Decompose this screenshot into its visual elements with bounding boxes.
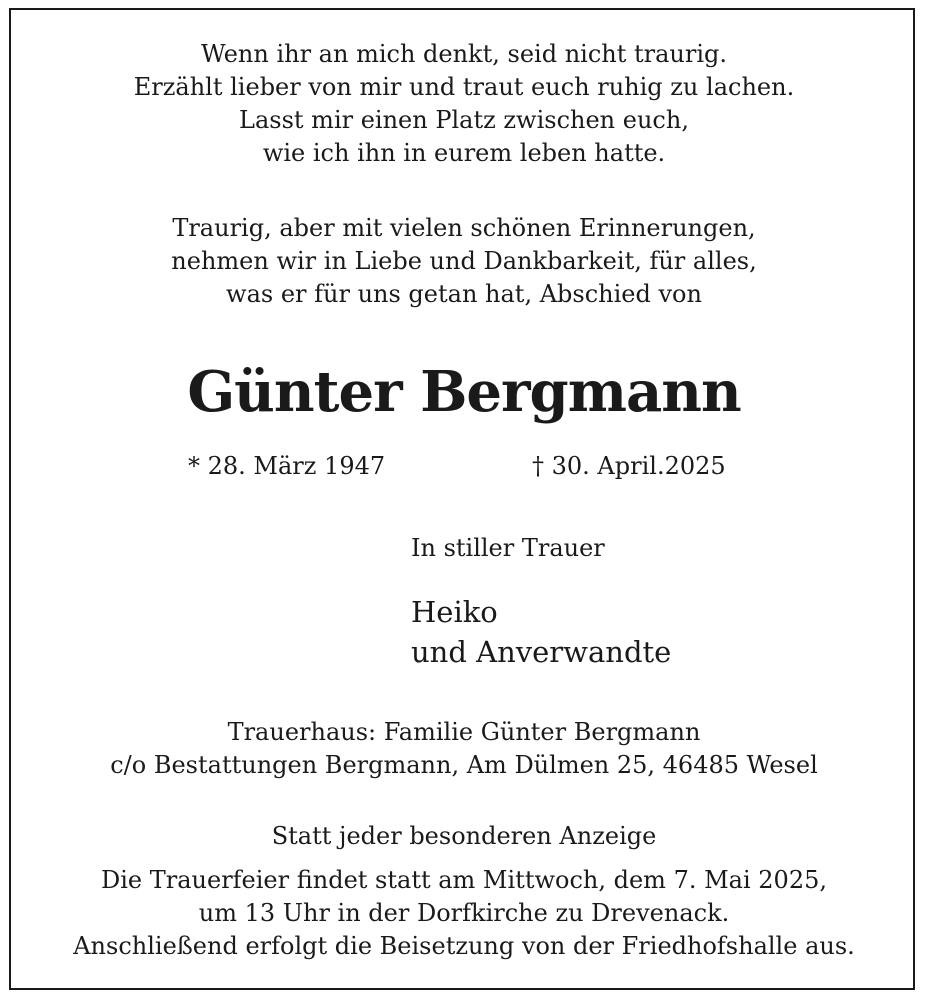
birth-date: * 28. März 1947 — [188, 452, 386, 480]
mourner-name: Heiko — [411, 595, 498, 629]
ceremony-line: Anschließend erfolgt die Beisetzung von der Friedhofshalle aus. — [73, 932, 855, 960]
intro-line: nehmen wir in Liebe und Dankbarkeit, für alles, — [171, 247, 757, 275]
poem — [0, 38, 928, 170]
mourners-names — [411, 592, 671, 672]
ceremony-line: um 13 Uhr in der Dorfkirche zu Drevenack. — [198, 899, 730, 927]
intro-line: Traurig, aber mit vielen schönen Erinnerungen, — [172, 214, 756, 242]
death-date: † 30. April.2025 — [532, 452, 726, 480]
farewell-intro — [0, 212, 928, 311]
mourner-name: und Anverwandte — [411, 635, 672, 669]
mourning-house — [0, 716, 928, 782]
ceremony-details — [0, 864, 928, 963]
poem-line: Erzählt lieber von mir und traut euch ruhig zu lachen. — [133, 73, 795, 101]
ceremony-heading-text: Statt jeder besonderen Anzeige — [271, 822, 657, 850]
poem-line: wie ich ihn in eurem leben hatte. — [262, 139, 666, 167]
ceremony-heading — [0, 820, 928, 853]
intro-line: was er für uns getan hat, Abschied von — [226, 280, 702, 308]
house-line: c/o Bestattungen Bergmann, Am Dülmen 25, 46485 Wesel — [110, 751, 818, 779]
poem-line: Wenn ihr an mich denkt, seid nicht traurig. — [200, 40, 728, 68]
house-line: Trauerhaus: Familie Günter Bergmann — [227, 718, 701, 746]
deceased-name: Günter Bergmann — [187, 359, 741, 425]
mourners-heading: In stiller Trauer — [411, 534, 605, 562]
ceremony-line: Die Trauerfeier findet statt am Mittwoch, dem 7. Mai 2025, — [101, 866, 827, 894]
poem-line: Lasst mir einen Platz zwischen euch, — [239, 106, 689, 134]
